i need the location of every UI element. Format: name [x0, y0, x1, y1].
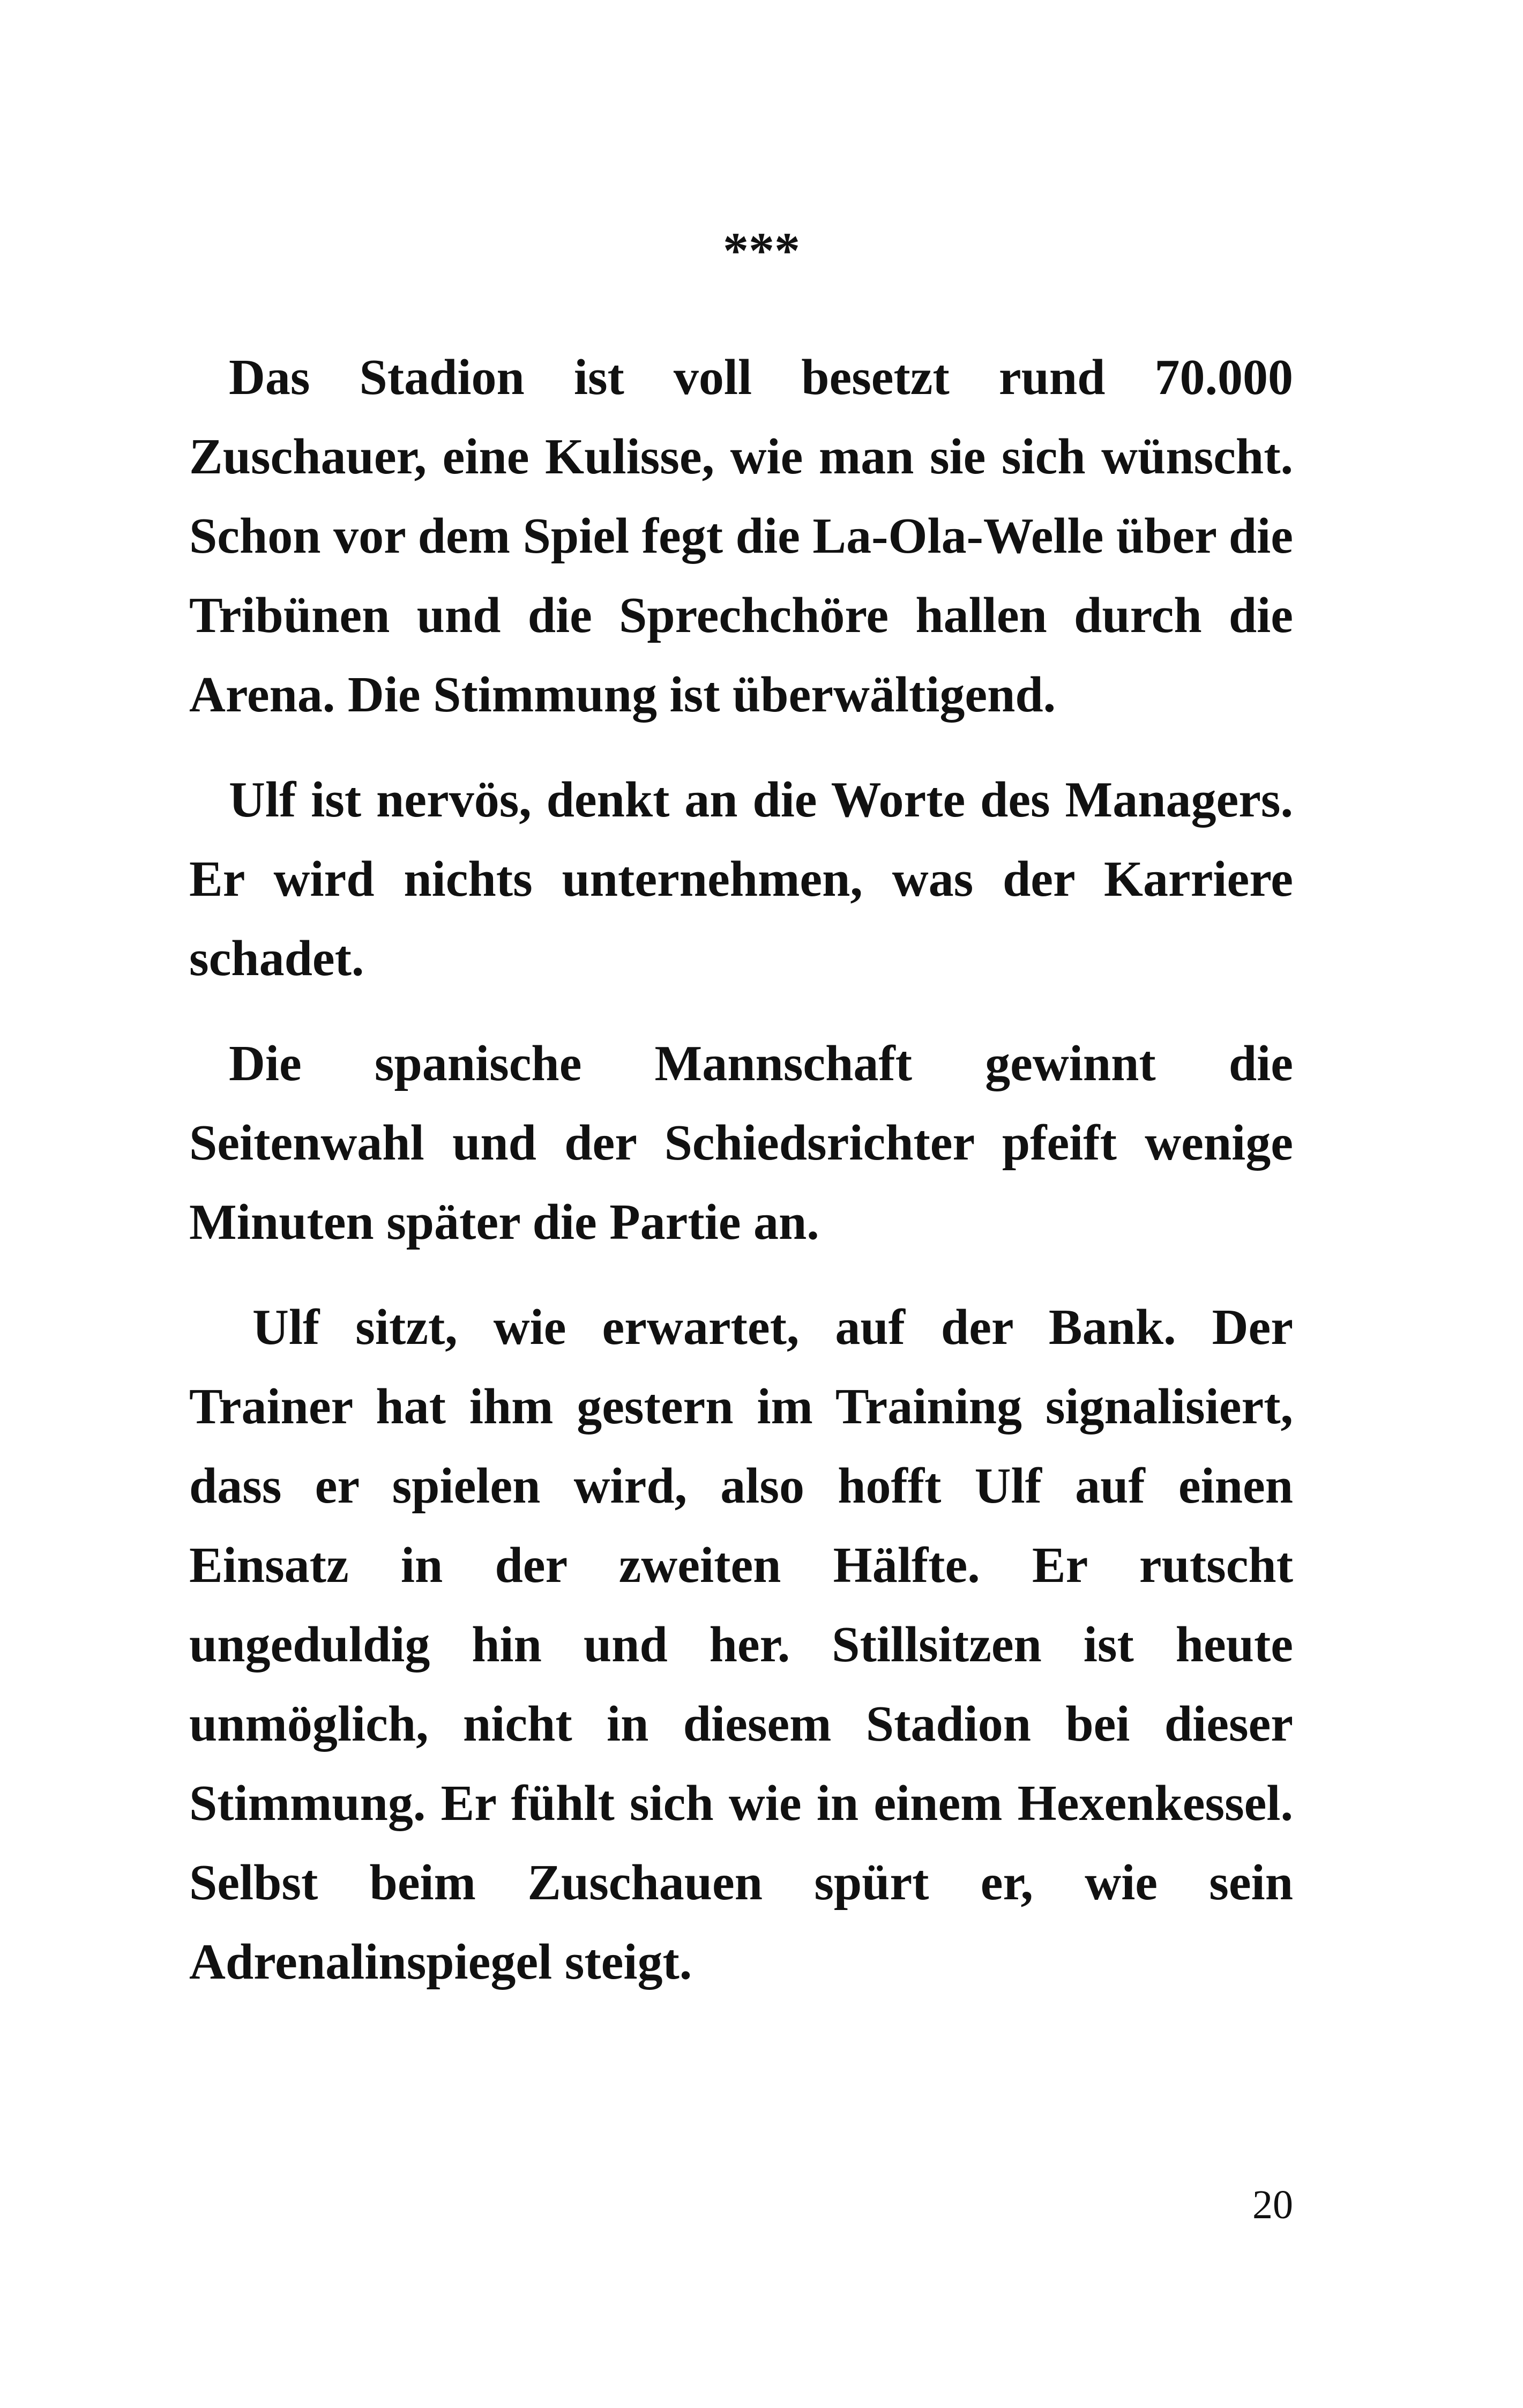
body-text — [189, 338, 1293, 2027]
paragraph-1: Das Stadion ist voll besetzt rund 70.000 Zuschauer, eine Kulisse, wie man sie sich wünscht. Schon vor dem Spiel fegt die La-Ola-Welle über die Tribünen und die Sprechchöre hallen durch die Arena. Die Stimmung ist überwältigend. — [189, 350, 1293, 723]
paragraph-2: Ulf ist nervös, denkt an die Worte des Managers. Er wird nichts unternehmen, was der Karriere schadet. — [189, 772, 1293, 986]
page-number: 20 — [1252, 2182, 1293, 2227]
paragraph-3: Die spanische Mannschaft gewinnt die Seitenwahl und der Schiedsrichter pfeift wenige Minuten später die Partie an. — [189, 1036, 1293, 1250]
section-divider: *** — [723, 222, 800, 279]
paragraph-4: Ulf sitzt, wie erwartet, auf der Bank. Der Trainer hat ihm gestern im Training signalisiert, dass er spielen wird, also hofft Ulf auf einen Einsatz in der zweiten Hälfte. Er rutscht ungeduldig hin und her. Stillsitzen ist heute unmöglich, nicht in diesem Stadion bei dieser Stimmung. Er fühlt sich wie in einem Hexenkessel. Selbst beim Zuschauen spürt er, wie sein Adrenalinspiegel steigt. — [189, 1299, 1293, 1990]
